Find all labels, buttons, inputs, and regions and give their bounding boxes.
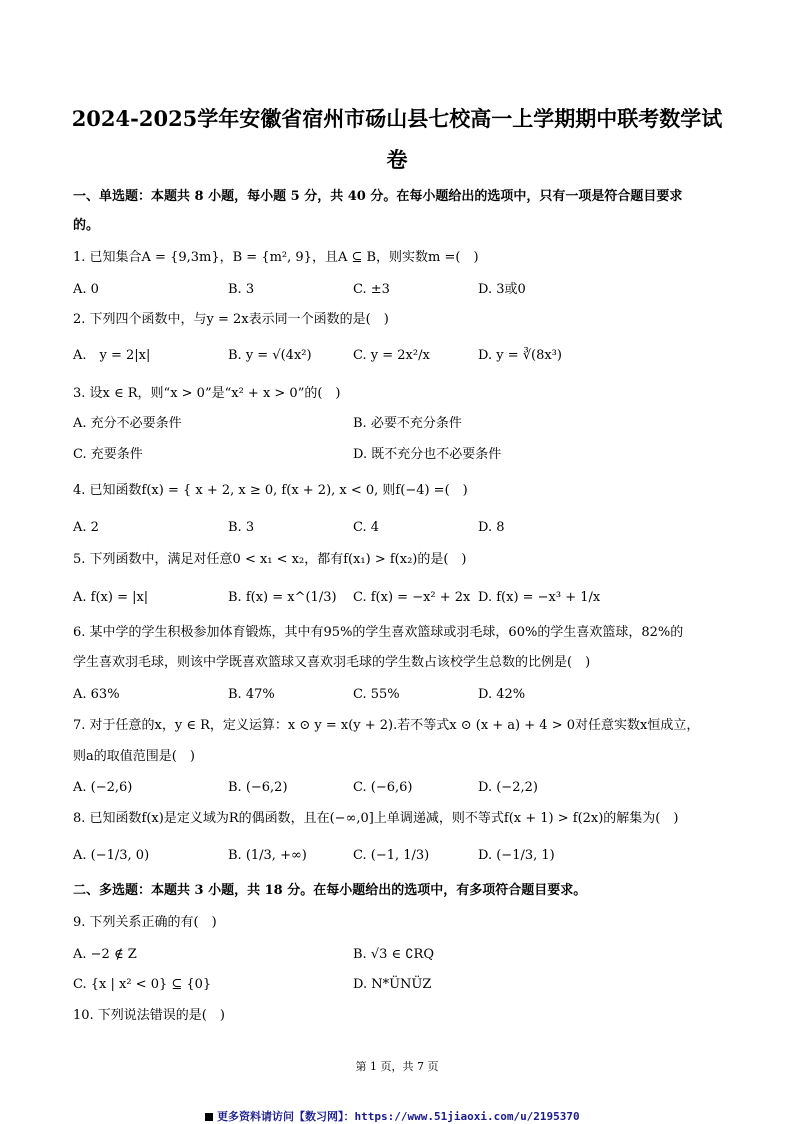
q4-option-d: D. 8 xyxy=(478,520,505,535)
question-5: 5. 下列函数中，满足对任意0 < x₁ < x₂，都有f(x₁) > f(x₂)的是( ) xyxy=(73,552,467,567)
question-2: 2. 下列四个函数中，与y = 2x表示同一个函数的是( ) xyxy=(73,312,389,327)
q1-option-d: D. 3或0 xyxy=(478,282,526,297)
q3-option-a: A. 充分不必要条件 xyxy=(73,416,182,431)
q9-option-d: D. N*ÜNÜZ xyxy=(353,977,432,992)
q5-option-d: D. f(x) = −x³ + 1/x xyxy=(478,590,601,605)
q8-option-d: D. (−1/3, 1) xyxy=(478,848,555,863)
q8-option-b: B. (1/3, +∞) xyxy=(228,848,307,863)
q1-option-c: C. ±3 xyxy=(353,282,390,297)
q3-option-d: D. 既不充分也不必要条件 xyxy=(353,447,502,462)
q7-option-d: D. (−2,2) xyxy=(478,780,538,795)
q2-option-d: D. y = ∛(8x³) xyxy=(478,348,562,363)
q2-option-a: A. y = 2|x| xyxy=(73,348,151,363)
question-6-cont: 学生喜欢羽毛球，则该中学既喜欢篮球又喜欢羽毛球的学生数占该校学生总数的比例是( ) xyxy=(73,655,591,670)
q6-option-c: C. 55% xyxy=(353,687,400,702)
q8-option-c: C. (−1, 1/3) xyxy=(353,848,430,863)
q1-option-b: B. 3 xyxy=(228,282,255,297)
section2-heading: 二、多选题：本题共 3 小题，共 18 分。在每小题给出的选项中，有多项符合题目要求。 xyxy=(73,883,587,898)
q6-option-d: D. 42% xyxy=(478,687,526,702)
q9-option-c: C. {x | x² < 0} ⊆ {0} xyxy=(73,977,212,992)
q5-option-a: A. f(x) = |x| xyxy=(73,590,149,605)
page-title-line2: 卷 xyxy=(386,147,408,172)
q9-option-b: B. √3 ∈ ∁RQ xyxy=(353,947,434,962)
question-1: 1. 已知集合A = {9,3m}，B = {m², 9}，且A ⊆ B，则实数m =( ) xyxy=(73,250,479,265)
page-footer: 第 1 页，共 7 页 xyxy=(355,1060,439,1073)
q4-option-c: C. 4 xyxy=(353,520,380,535)
q2-option-c: C. y = 2x²/x xyxy=(353,348,430,363)
q5-option-c: C. f(x) = −x² + 2x xyxy=(353,590,471,605)
question-9: 9. 下列关系正确的有( ) xyxy=(73,915,217,930)
q4-option-b: B. 3 xyxy=(228,520,255,535)
section1-heading: 一、单选题：本题共 8 小题，每小题 5 分，共 40 分。在每小题给出的选项中，只有一项是符合题目要求 xyxy=(73,189,683,204)
question-6: 6. 某中学的学生积极参加体育锻炼，其中有95%的学生喜欢篮球或羽毛球，60%的学生喜欢篮球，82%的 xyxy=(73,625,684,640)
q7-option-c: C. (−6,6) xyxy=(353,780,413,795)
promo-link[interactable] xyxy=(205,1108,580,1124)
q8-option-a: A. (−1/3, 0) xyxy=(73,848,150,863)
q5-option-b: B. f(x) = x^(1/3) xyxy=(228,590,337,605)
promo-link-text: 更多资料请访问【数习网】：https://www.51jiaoxi.com/u/2195370 xyxy=(217,1110,580,1123)
q2-option-b: B. y = √(4x²) xyxy=(228,348,312,363)
q7-option-a: A. (−2,6) xyxy=(73,780,133,795)
q4-option-a: A. 2 xyxy=(73,520,99,535)
page-title-line1: 2024-2025学年安徽省宿州市砀山县七校高一上学期期中联考数学试 xyxy=(71,106,723,131)
section1-heading-cont: 的。 xyxy=(73,218,100,233)
q9-option-a: A. −2 ∉ Z xyxy=(73,947,137,962)
q3-option-c: C. 充要条件 xyxy=(73,447,143,462)
question-7-cont: 则a的取值范围是( ) xyxy=(73,749,195,764)
q6-option-b: B. 47% xyxy=(228,687,275,702)
question-8: 8. 已知函数f(x)是定义域为R的偶函数，且在(−∞,0]上单调递减，则不等式f(x + 1) > f(2x)的解集为( ) xyxy=(73,811,679,826)
question-7: 7. 对于任意的x，y ∈ R，定义运算：x ⊙ y = x(y + 2).若不等式x ⊙ (x + a) + 4 > 0对任意实数x恒成立， xyxy=(73,718,700,733)
question-3: 3. 设x ∈ R，则“x > 0”是“x² + x > 0”的( ) xyxy=(73,386,341,401)
question-10: 10. 下列说法错误的是( ) xyxy=(73,1008,225,1023)
q1-option-a: A. 0 xyxy=(73,282,99,297)
q7-option-b: B. (−6,2) xyxy=(228,780,288,795)
q3-option-b: B. 必要不充分条件 xyxy=(353,416,462,431)
flag-icon xyxy=(205,1113,213,1121)
question-4: 4. 已知函数f(x) = { x + 2, x ≥ 0, f(x + 2), x < 0, 则f(−4) =( ) xyxy=(73,483,468,498)
q6-option-a: A. 63% xyxy=(73,687,120,702)
